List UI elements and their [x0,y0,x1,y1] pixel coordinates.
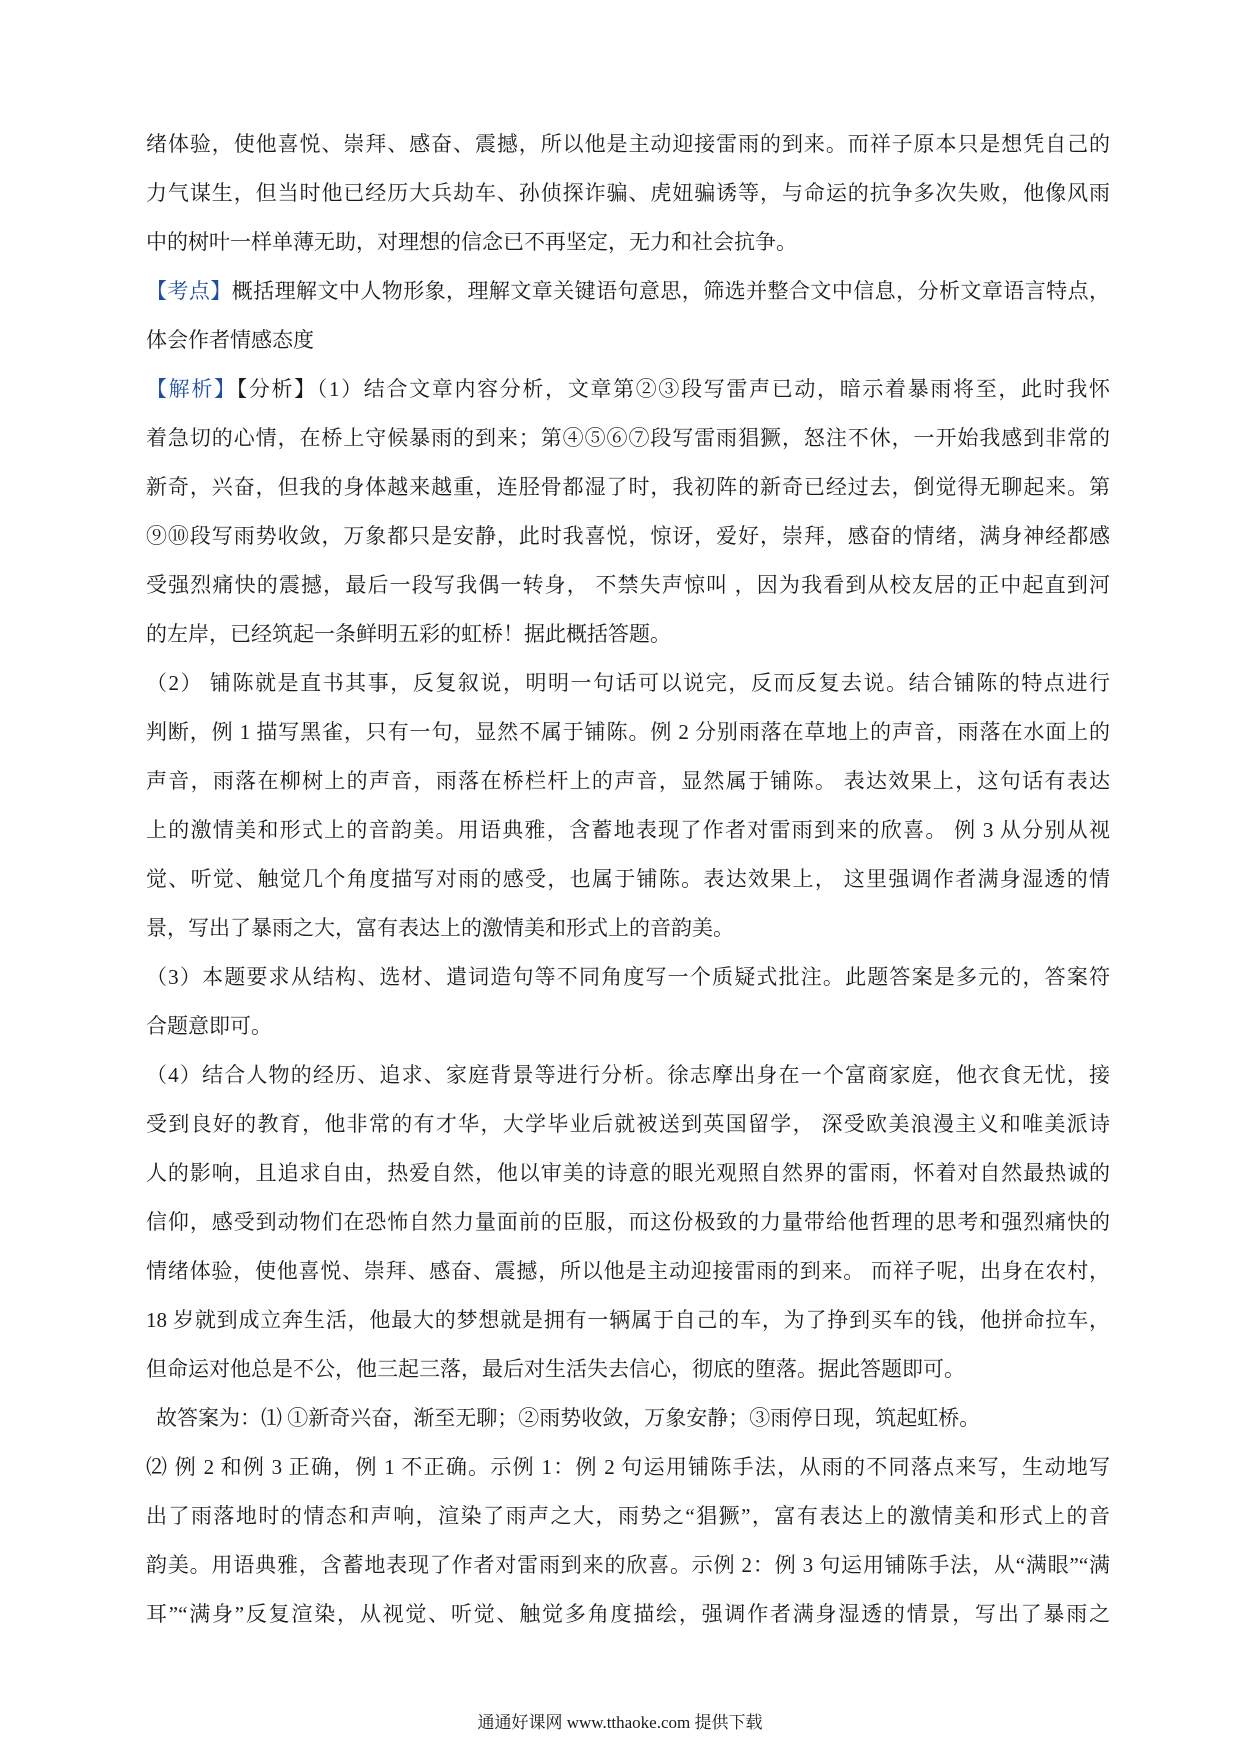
text-line: 18 岁就到成立奔生活，他最大的梦想就是拥有一辆属于自己的车，为了挣到买车的钱，他拼命拉车， [146,1308,1110,1332]
text-line: 合题意即可。 [146,1014,272,1038]
text-line: 力气谋生，但当时他已经历大兵劫车、孙侦探诈骗、虎妞骗诱等，与命运的抗争多次失败，他像风雨 [146,181,1110,205]
text-line: ⑵ 例 2 和例 3 正确，例 1 不正确。示例 1：例 2 句运用铺陈手法，从雨的不同落点来写，生动地写 [146,1455,1110,1479]
text-line-content: 概括理解文中人物形象，理解文章关键语句意思，筛选并整合文中信息，分析文章语言特点， [231,279,1111,303]
text-line: （2） 铺陈就是直书其事，反复叙说，明明一句话可以说完，反而反复去说。结合铺陈的特点进行 [146,671,1110,695]
text-line: 韵美。用语典雅，含蓄地表现了作者对雷雨到来的欣喜。示例 2：例 3 句运用铺陈手法，从“满眼”“满 [146,1553,1110,1577]
text-line: 判断，例 1 描写黑雀，只有一句，显然不属于铺陈。例 2 分别雨落在草地上的声音，雨落在水面上的 [146,720,1110,744]
answer-line: 故答案为：⑴ ①新奇兴奋，渐至无聊；②雨势收敛，万象安静；③雨停日现，筑起虹桥。 [156,1406,981,1430]
text-line: 情绪体验，使他喜悦、崇拜、感奋、震撼，所以他是主动迎接雷雨的到来。 而祥子呢，出身在农村， [146,1259,1110,1283]
document-body [146,120,1110,1639]
text-line: 中的树叶一样单薄无助，对理想的信念已不再坚定，无力和社会抗争。 [146,230,797,254]
text-line: （3）本题要求从结构、选材、遣词造句等不同角度写一个质疑式批注。此题答案是多元的，答案符 [146,965,1110,989]
text-line-jiexi [146,365,1110,414]
text-line: 出了雨落地时的情态和声响，渲染了雨声之大，雨势之“猖獗”，富有表达上的激情美和形式上的音 [146,1504,1110,1528]
section-label-jiexi: 【解析】 [146,377,237,401]
text-line-content: 【分析】（1）结合文章内容分析，文章第②③段写雷声已动，暗示着暴雨将至，此时我怀 [236,377,1111,401]
text-line: 信仰，感受到动物们在恐怖自然力量面前的臣服，而这份极致的力量带给他哲理的思考和强烈痛快的 [146,1210,1110,1234]
text-line: 觉、听觉、触觉几个角度描写对雨的感受，也属于铺陈。表达效果上， 这里强调作者满身湿透的情 [146,867,1110,891]
page-footer: 通通好课网 www.tthaoke.com 提供下载 [477,1713,763,1732]
text-line: 受到良好的教育，他非常的有才华，大学毕业后就被送到英国留学， 深受欧美浪漫主义和唯美派诗 [146,1112,1110,1136]
section-label-kaodian: 【考点】 [146,279,232,303]
text-line: 声音，雨落在柳树上的声音，雨落在桥栏杆上的声音，显然属于铺陈。 表达效果上，这句话有表达 [146,769,1110,793]
text-line: 着急切的心情，在桥上守候暴雨的到来；第④⑤⑥⑦段写雷雨猖獗，怒注不休，一开始我感到非常的 [146,426,1110,450]
text-line: 绪体验，使他喜悦、崇拜、感奋、震撼，所以他是主动迎接雷雨的到来。而祥子原本只是想凭自己的 [146,132,1110,156]
text-line: 上的激情美和形式上的音韵美。用语典雅，含蓄地表现了作者对雷雨到来的欣喜。 例 3 从分别从视 [146,818,1110,842]
text-line: 景，写出了暴雨之大，富有表达上的激情美和形式上的音韵美。 [146,916,734,940]
text-line: 体会作者情感态度 [146,328,314,352]
text-line: （4）结合人物的经历、追求、家庭背景等进行分析。徐志摩出身在一个富商家庭，他衣食无忧，接 [146,1063,1110,1087]
text-line: 的左岸，已经筑起一条鲜明五彩的虹桥！据此概括答题。 [146,622,671,646]
text-line: 新奇，兴奋，但我的身体越来越重，连胫骨都湿了时，我初阵的新奇已经过去，倒觉得无聊起来。第 [146,475,1110,499]
text-line: 受强烈痛快的震撼，最后一段写我偶一转身， 不禁失声惊叫 ，因为我看到从校友居的正中起直到河 [146,573,1110,597]
text-line: ⑨⑩段写雨势收敛，万象都只是安静，此时我喜悦，惊讶，爱好，崇拜，感奋的情绪，满身神经都感 [146,524,1110,548]
text-line: 耳”“满身”反复渲染，从视觉、听觉、触觉多角度描绘，强调作者满身湿透的情景，写出了暴雨之 [146,1602,1110,1626]
text-line: 但命运对他总是不公，他三起三落，最后对生活失去信心，彻底的堕落。据此答题即可。 [146,1357,965,1381]
text-line-kaodian [146,267,1110,316]
text-line: 人的影响，且追求自由，热爱自然，他以审美的诗意的眼光观照自然界的雷雨，怀着对自然最热诚的 [146,1161,1110,1185]
